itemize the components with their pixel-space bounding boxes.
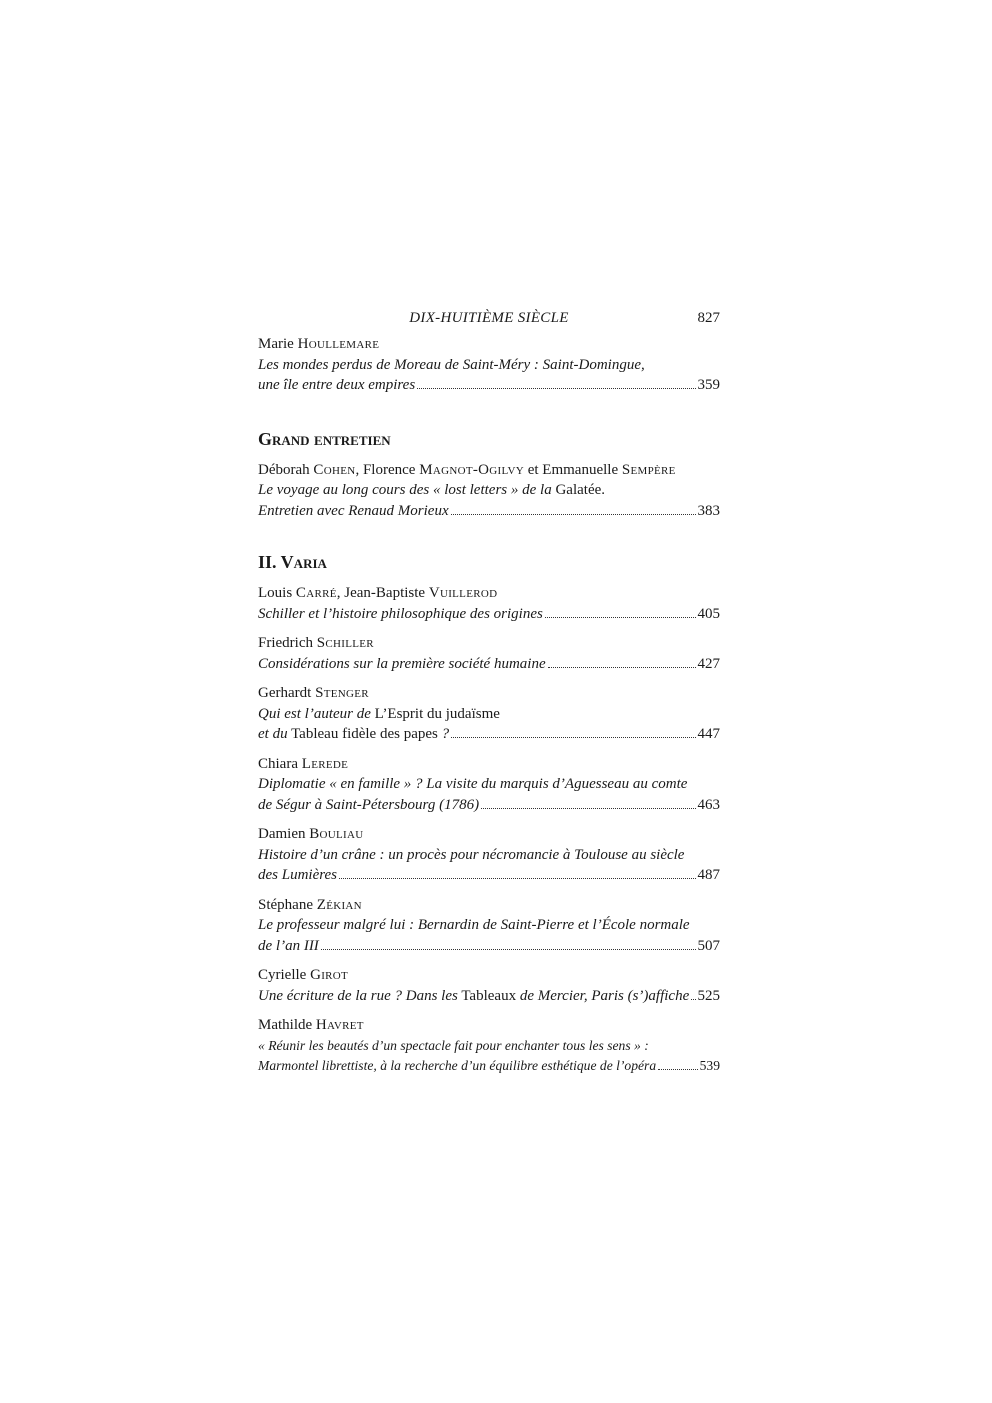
entry-title-line[interactable]: et du Tableau fidèle des papes ? 447 (258, 724, 720, 745)
entry-page: 405 (697, 605, 720, 622)
entry-title-line: Les mondes perdus de Moreau de Saint-Méry : Saint-Domingue, (258, 356, 645, 373)
entry-title-line[interactable]: Une écriture de la rue ? Dans les Tableaux de Mercier, Paris (s’)affiche 525 (258, 986, 720, 1007)
entry-page: 525 (697, 987, 720, 1004)
toc-entry (258, 334, 720, 396)
entry-page: 359 (697, 377, 720, 393)
entry-page: 539 (699, 1058, 720, 1073)
toc-entry (258, 583, 720, 624)
entry-title-line: « Réunir les beautés d’un spectacle fait pour enchanter tous les sens » : (258, 1037, 649, 1053)
entry-page: 487 (697, 867, 720, 883)
entry-author: Damien Bouliau (258, 826, 364, 842)
entry-title-line[interactable]: Entretien avec Renaud Morieux 383 (258, 501, 720, 522)
entry-title-line[interactable]: Schiller et l’histoire philosophique des origines 405 (258, 604, 720, 625)
running-head (258, 310, 720, 334)
entry-title-line: Diplomatie « en famille » ? La visite du marquis d’Aguesseau au comte (258, 776, 688, 792)
entry-author: Stéphane Zékian (258, 896, 362, 913)
entry-author: Gerhardt Stenger (258, 685, 369, 701)
toc-entry (258, 824, 720, 886)
entry-page: 507 (697, 937, 720, 954)
dot-leader (545, 617, 696, 618)
toc-entry (258, 633, 720, 674)
entry-title-line[interactable]: des Lumières 487 (258, 865, 720, 886)
entry-title-line: Le voyage au long cours des « lost letters » de la Galatée. (258, 482, 606, 498)
section-heading: II. Varia (258, 552, 327, 572)
entry-page: 383 (697, 502, 720, 519)
entry-page: 427 (697, 655, 720, 672)
running-title: DIX-HUITIÈME SIÈCLE (409, 310, 569, 326)
entry-title-line[interactable]: Marmontel librettiste, à la recherche d’un équilibre esthétique de l’opéra 539 (258, 1056, 720, 1077)
entry-author: Mathilde Havret (258, 1017, 364, 1033)
entry-title-line: Histoire d’un crâne : un procès pour nécromancie à Toulouse au siècle (258, 846, 685, 863)
entry-title-line: Qui est l’auteur de L’Esprit du judaïsme (258, 705, 500, 722)
toc-entry (258, 895, 720, 957)
entry-author: Déborah Cohen, Florence Magnot-Ogilvy et Emmanuelle Sempère (258, 461, 676, 478)
dot-leader (548, 667, 696, 668)
entry-author: Friedrich Schiller (258, 635, 374, 651)
entry-page: 447 (697, 726, 720, 742)
toc-entry (258, 460, 720, 522)
section-heading: Grand entretien (258, 428, 391, 449)
dot-leader (658, 1069, 697, 1070)
dot-leader (691, 999, 695, 1000)
toc-entry (258, 683, 720, 745)
entry-title-line[interactable]: Considérations sur la première société humaine 427 (258, 654, 720, 675)
toc-page (258, 310, 720, 1086)
toc-entry (258, 754, 720, 816)
page-number: 827 (697, 310, 720, 326)
entry-author: Cyrielle Girot (258, 967, 349, 983)
toc-entry (258, 965, 720, 1006)
entry-author: Chiara Lerede (258, 755, 349, 772)
dot-leader (339, 878, 695, 879)
entry-page: 463 (697, 796, 720, 813)
entry-title-line: Le professeur malgré lui : Bernardin de Saint-Pierre et l’École normale (258, 917, 690, 933)
entry-title-line[interactable]: une île entre deux empires 359 (258, 375, 720, 396)
entry-title-line[interactable]: de l’an III 507 (258, 936, 720, 957)
entry-author: Louis Carré, Jean-Baptiste Vuillerod (258, 585, 498, 601)
dot-leader (451, 737, 695, 738)
entry-author: Marie Houllemare (258, 336, 380, 352)
dot-leader (321, 949, 696, 950)
toc-entry (258, 1015, 720, 1077)
dot-leader (481, 808, 695, 809)
dot-leader (451, 514, 696, 515)
dot-leader (417, 388, 695, 389)
entry-title-line[interactable]: de Ségur à Saint-Pétersbourg (1786) 463 (258, 795, 720, 816)
